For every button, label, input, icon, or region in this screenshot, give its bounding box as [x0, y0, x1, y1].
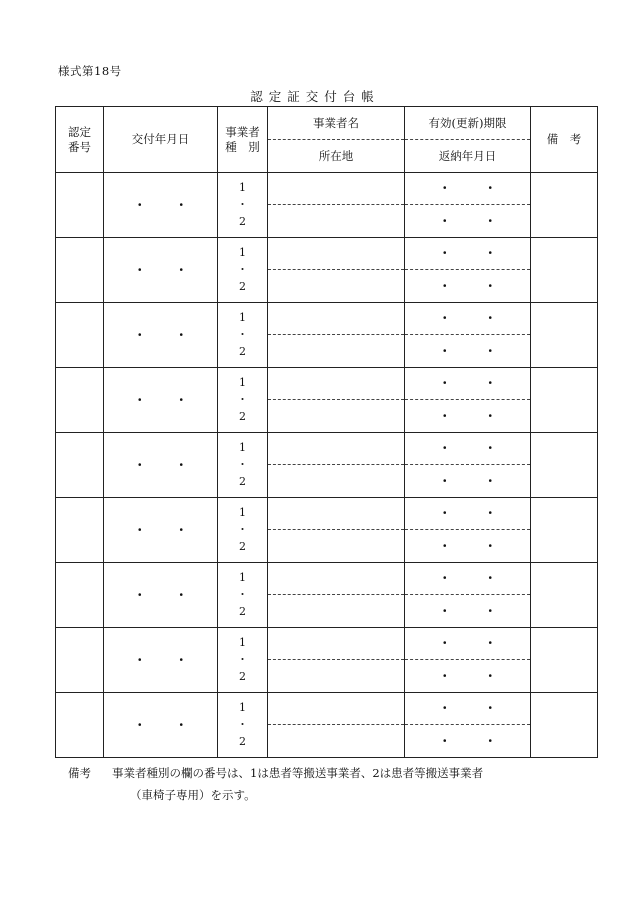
location-cell[interactable] [268, 400, 405, 433]
header-operator-type: 事業者 種 別 [218, 107, 268, 173]
operator-type-cell[interactable]: 1 ・ 2 [218, 173, 268, 238]
table-row [56, 628, 598, 660]
validity-cell[interactable]: ・・ [405, 498, 531, 530]
location-cell[interactable] [268, 335, 405, 368]
return-date-cell[interactable]: ・・ [405, 465, 531, 498]
return-date-cell[interactable]: ・・ [405, 530, 531, 563]
operator-name-cell[interactable] [268, 173, 405, 205]
cert-no-cell[interactable] [56, 368, 104, 433]
operator-type-cell[interactable]: 1 ・ 2 [218, 628, 268, 693]
issue-date-cell[interactable]: ・・ [104, 173, 218, 238]
issue-date-cell[interactable]: ・・ [104, 563, 218, 628]
remarks-cell[interactable] [531, 238, 598, 303]
location-cell[interactable] [268, 270, 405, 303]
cert-no-cell[interactable] [56, 303, 104, 368]
operator-name-cell[interactable] [268, 693, 405, 725]
validity-cell[interactable]: ・・ [405, 433, 531, 465]
cert-no-cell[interactable] [56, 628, 104, 693]
header-operator-name: 事業者名 [268, 107, 405, 140]
return-date-cell[interactable]: ・・ [405, 400, 531, 433]
form-number: 様式第18号 [58, 64, 122, 78]
ledger-table [55, 106, 598, 758]
return-date-cell[interactable]: ・・ [405, 335, 531, 368]
table-row [56, 173, 598, 205]
table-row [56, 433, 598, 465]
operator-name-cell[interactable] [268, 563, 405, 595]
location-cell[interactable] [268, 205, 405, 238]
header-validity: 有効(更新)期限 [405, 107, 531, 140]
location-cell[interactable] [268, 465, 405, 498]
remarks-cell[interactable] [531, 563, 598, 628]
validity-cell[interactable]: ・・ [405, 693, 531, 725]
remarks-cell[interactable] [531, 628, 598, 693]
remarks-cell[interactable] [531, 173, 598, 238]
header-remarks: 備 考 [531, 107, 598, 173]
validity-cell[interactable]: ・・ [405, 368, 531, 400]
table-row [56, 368, 598, 400]
validity-cell[interactable]: ・・ [405, 628, 531, 660]
operator-type-cell[interactable]: 1 ・ 2 [218, 368, 268, 433]
operator-name-cell[interactable] [268, 433, 405, 465]
table-row [56, 303, 598, 335]
location-cell[interactable] [268, 725, 405, 758]
cert-no-cell[interactable] [56, 238, 104, 303]
validity-cell[interactable]: ・・ [405, 173, 531, 205]
header-return-date: 返納年月日 [405, 140, 531, 173]
issue-date-cell[interactable]: ・・ [104, 693, 218, 758]
operator-name-cell[interactable] [268, 628, 405, 660]
operator-name-cell[interactable] [268, 303, 405, 335]
footnote [68, 762, 483, 806]
header-cert-no: 認定 番号 [56, 107, 104, 173]
return-date-cell[interactable]: ・・ [405, 270, 531, 303]
location-cell[interactable] [268, 530, 405, 563]
issue-date-cell[interactable]: ・・ [104, 498, 218, 563]
header-row-top [56, 107, 598, 140]
issue-date-cell[interactable]: ・・ [104, 238, 218, 303]
operator-name-cell[interactable] [268, 368, 405, 400]
issue-date-cell[interactable]: ・・ [104, 303, 218, 368]
operator-type-cell[interactable]: 1 ・ 2 [218, 693, 268, 758]
location-cell[interactable] [268, 660, 405, 693]
validity-cell[interactable]: ・・ [405, 303, 531, 335]
operator-type-cell[interactable]: 1 ・ 2 [218, 563, 268, 628]
header-location: 所在地 [268, 140, 405, 173]
issue-date-cell[interactable]: ・・ [104, 433, 218, 498]
location-cell[interactable] [268, 595, 405, 628]
cert-no-cell[interactable] [56, 498, 104, 563]
return-date-cell[interactable]: ・・ [405, 725, 531, 758]
operator-type-cell[interactable]: 1 ・ 2 [218, 238, 268, 303]
table-row [56, 693, 598, 725]
cert-no-cell[interactable] [56, 693, 104, 758]
cert-no-cell[interactable] [56, 563, 104, 628]
table-row [56, 498, 598, 530]
cert-no-cell[interactable] [56, 433, 104, 498]
remarks-cell[interactable] [531, 368, 598, 433]
table-row [56, 238, 598, 270]
validity-cell[interactable]: ・・ [405, 238, 531, 270]
return-date-cell[interactable]: ・・ [405, 205, 531, 238]
cert-no-cell[interactable] [56, 173, 104, 238]
return-date-cell[interactable]: ・・ [405, 660, 531, 693]
issue-date-cell[interactable]: ・・ [104, 368, 218, 433]
page-title: 認定証交付台帳 [250, 89, 380, 104]
validity-cell[interactable]: ・・ [405, 563, 531, 595]
footnote-line-1: 事業者種別の欄の番号は、1は患者等搬送事業者、2は患者等搬送事業者 [112, 766, 484, 780]
header-issue-date: 交付年月日 [104, 107, 218, 173]
issue-date-cell[interactable]: ・・ [104, 628, 218, 693]
return-date-cell[interactable]: ・・ [405, 595, 531, 628]
operator-type-cell[interactable]: 1 ・ 2 [218, 433, 268, 498]
operator-name-cell[interactable] [268, 238, 405, 270]
table-row [56, 563, 598, 595]
operator-type-cell[interactable]: 1 ・ 2 [218, 303, 268, 368]
operator-name-cell[interactable] [268, 498, 405, 530]
remarks-cell[interactable] [531, 303, 598, 368]
remarks-cell[interactable] [531, 693, 598, 758]
remarks-cell[interactable] [531, 433, 598, 498]
footnote-line-2: （車椅子専用）を示す。 [130, 788, 256, 802]
operator-type-cell[interactable]: 1 ・ 2 [218, 498, 268, 563]
footnote-label: 備考 [68, 766, 91, 780]
remarks-cell[interactable] [531, 498, 598, 563]
